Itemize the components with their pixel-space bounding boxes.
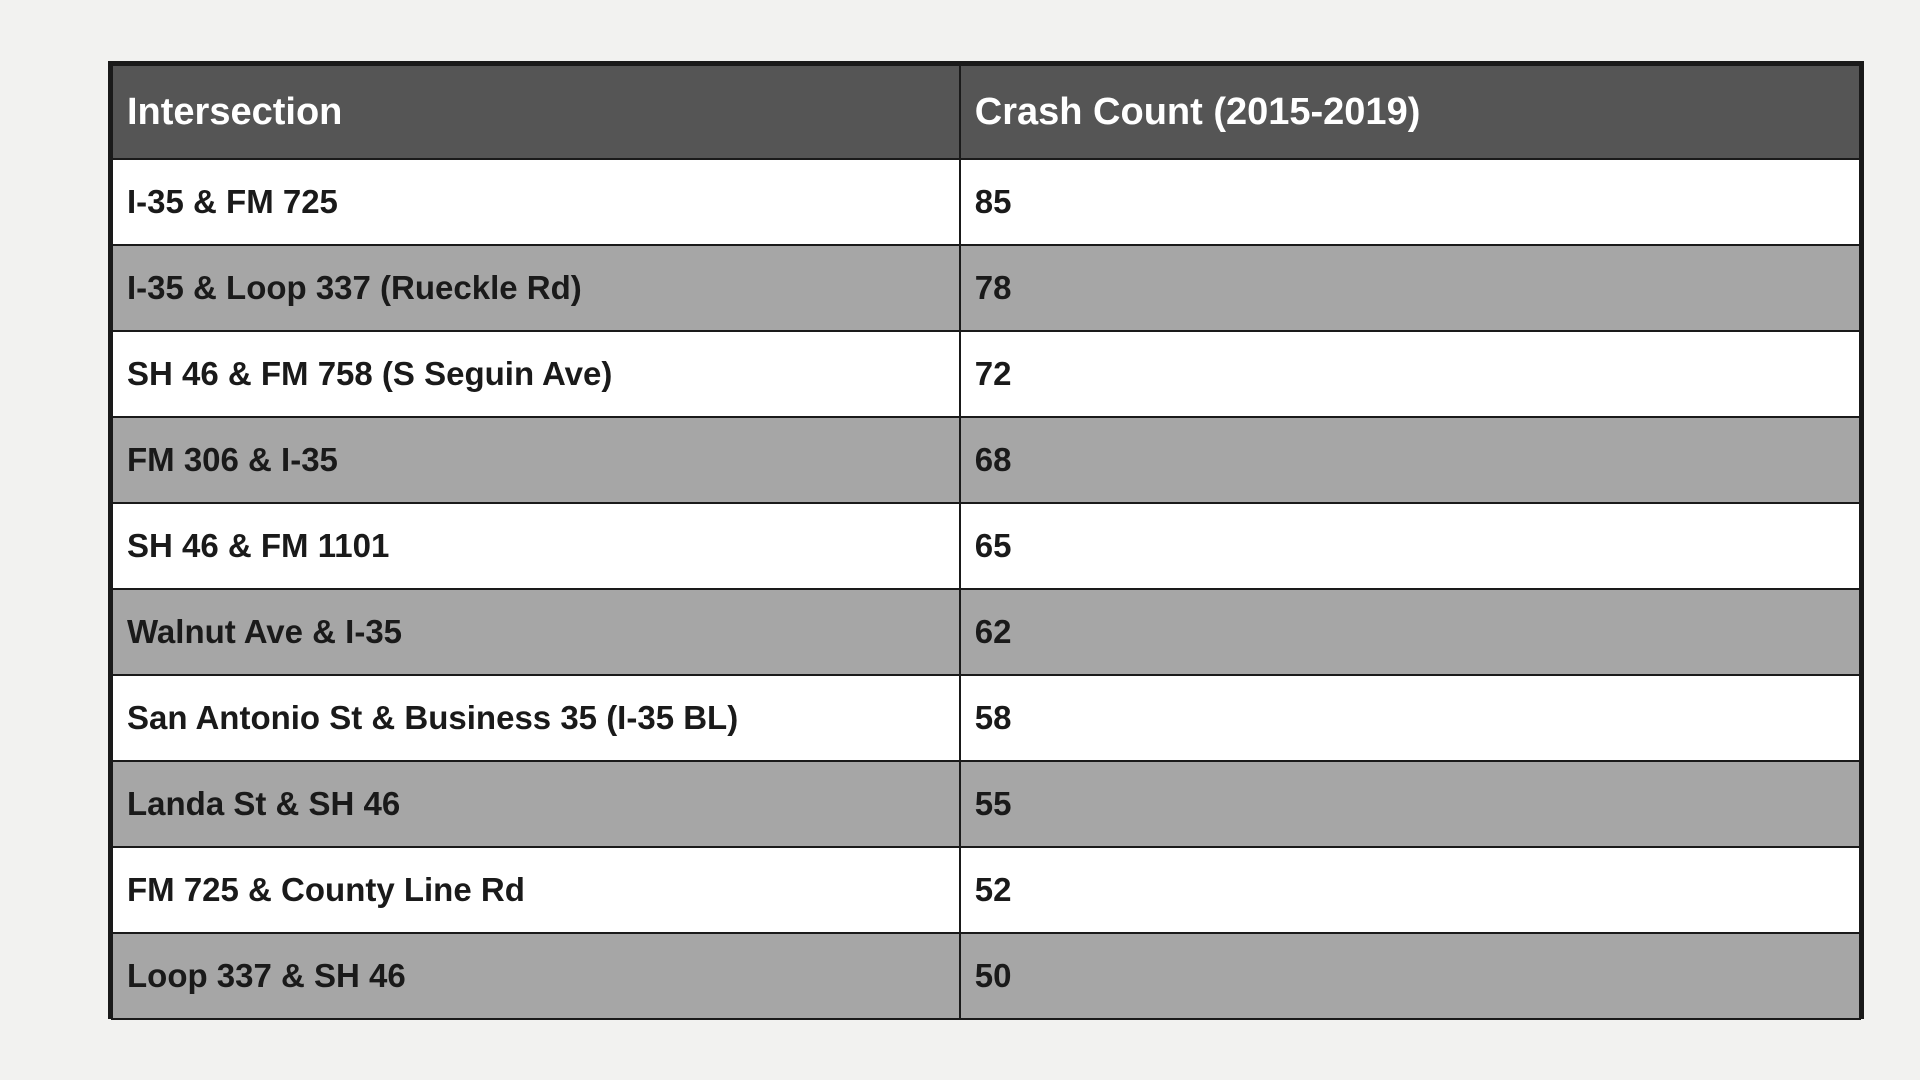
table-row: [112, 331, 1860, 417]
crash-count-cell: 68: [960, 417, 1860, 503]
intersection-cell: Landa St & SH 46: [112, 761, 960, 847]
table-row: [112, 847, 1860, 933]
crash-count-cell: 65: [960, 503, 1860, 589]
crash-count-cell: 85: [960, 159, 1860, 245]
crash-count-cell: 50: [960, 933, 1860, 1019]
column-header-crash-count: Crash Count (2015-2019): [960, 65, 1860, 159]
intersection-cell: Walnut Ave & I-35: [112, 589, 960, 675]
table-row: [112, 675, 1860, 761]
column-header-intersection: Intersection: [112, 65, 960, 159]
table-row: [112, 503, 1860, 589]
intersection-cell: San Antonio St & Business 35 (I-35 BL): [112, 675, 960, 761]
table-row: [112, 245, 1860, 331]
header-row: [112, 65, 1860, 159]
table-row: [112, 761, 1860, 847]
crash-count-cell: 62: [960, 589, 1860, 675]
intersection-cell: FM 306 & I-35: [112, 417, 960, 503]
table-row: [112, 417, 1860, 503]
crash-table-container: [108, 61, 1864, 1019]
table-body: [112, 159, 1860, 1019]
table-row: [112, 589, 1860, 675]
intersection-cell: FM 725 & County Line Rd: [112, 847, 960, 933]
table-row: [112, 159, 1860, 245]
table-header: [112, 65, 1860, 159]
crash-count-cell: 72: [960, 331, 1860, 417]
intersection-cell: SH 46 & FM 1101: [112, 503, 960, 589]
crash-count-cell: 78: [960, 245, 1860, 331]
crash-count-cell: 55: [960, 761, 1860, 847]
crash-count-table: [111, 64, 1861, 1020]
table-row: [112, 933, 1860, 1019]
intersection-cell: Loop 337 & SH 46: [112, 933, 960, 1019]
intersection-cell: I-35 & Loop 337 (Rueckle Rd): [112, 245, 960, 331]
intersection-cell: SH 46 & FM 758 (S Seguin Ave): [112, 331, 960, 417]
intersection-cell: I-35 & FM 725: [112, 159, 960, 245]
crash-count-cell: 52: [960, 847, 1860, 933]
crash-count-cell: 58: [960, 675, 1860, 761]
